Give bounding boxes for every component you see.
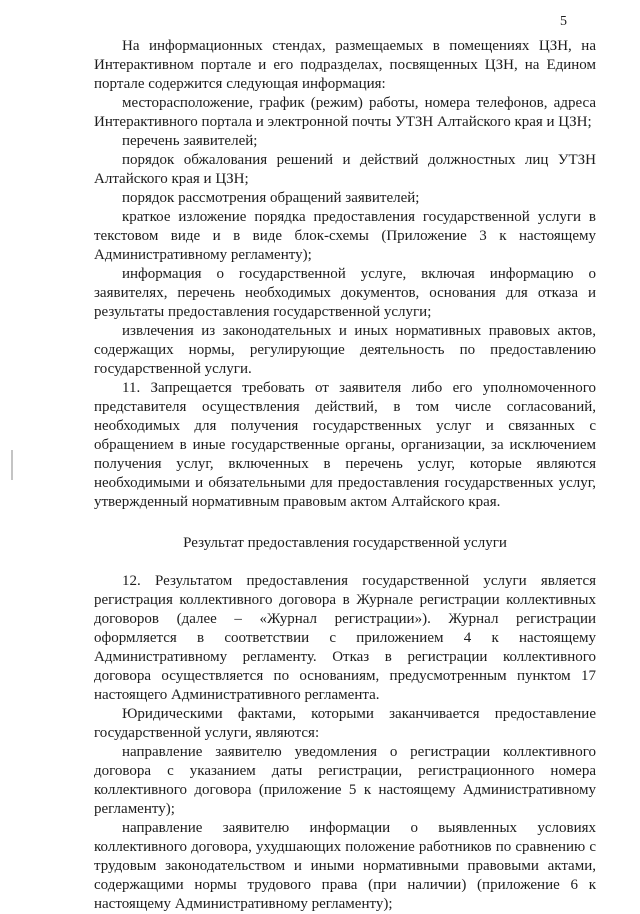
margin-mark xyxy=(11,450,13,480)
page-number: 5 xyxy=(560,14,567,29)
paragraph: порядок обжалования решений и действий должностных лиц УТЗН Алтайского края и ЦЗН; xyxy=(94,152,596,187)
paragraph: перечень заявителей; xyxy=(122,133,258,149)
paragraph: направление заявителю уведомления о регистрации коллективного договора с указанием даты регистрации, регистрационного номера коллективного договора (приложение 5 к настоящему Административному регламенту); xyxy=(94,744,596,817)
paragraph: На информационных стендах, размещаемых в помещениях ЦЗН, на Интерактивном портале и его подразделах, посвященных ЦЗН, на Едином портале содержится следующая информация: xyxy=(94,38,596,92)
paragraph: краткое изложение порядка предоставления государственной услуги в текстовом виде и в виде блок-схемы (Приложение 3 к настоящему Административному регламенту); xyxy=(94,209,596,263)
document-body xyxy=(94,37,596,914)
paragraph: информация о государственной услуге, включая информацию о заявителях, перечень необходимых документов, основания для отказа и результаты предоставления государственной услуги; xyxy=(94,266,596,320)
paragraph: 12. Результатом предоставления государственной услуги является регистрация коллективного договора в Журнале регистрации коллективных договоров (далее – «Журнал регистрации»). Журнал регистрации оформляется в соответствии с приложением 4 к настоящему Административному регламенту. Отказ в регистрации коллективного договора осуществляется по основаниям, предусмотренным пунктом 17 настоящего Административного регламента. xyxy=(94,573,596,703)
section-heading: Результат предоставления государственной услуги xyxy=(183,535,507,551)
paragraph: порядок рассмотрения обращений заявителей; xyxy=(122,190,420,206)
paragraph: направление заявителю информации о выявленных условиях коллективного договора, ухудшающих положение работников по сравнению с трудовым законодательством и иными нормативными правовыми актами, содержащими нормы трудового права (при наличии) (приложение 6 к настоящему Административному регламенту); xyxy=(94,820,596,912)
paragraph: 11. Запрещается требовать от заявителя либо его уполномоченного представителя осуществления действий, в том числе согласований, необходимых для получения государственных услуг и связанных с обращением в иные государственные органы, организации, за исключением получения услуг, включенных в перечень услуг, которые являются необходимыми и обязательными для предоставления государственных услуг, утвержденный нормативным правовым актом Алтайского края. xyxy=(94,380,596,510)
paragraph: месторасположение, график (режим) работы, номера телефонов, адреса Интерактивного портала и электронной почты УТЗН Алтайского края и ЦЗН; xyxy=(94,95,596,130)
paragraph: Юридическими фактами, которыми заканчивается предоставление государственной услуги, являются: xyxy=(94,706,596,741)
paragraph: извлечения из законодательных и иных нормативных правовых актов, содержащих нормы, регулирующие деятельность по предоставлению государственной услуги. xyxy=(94,323,596,377)
